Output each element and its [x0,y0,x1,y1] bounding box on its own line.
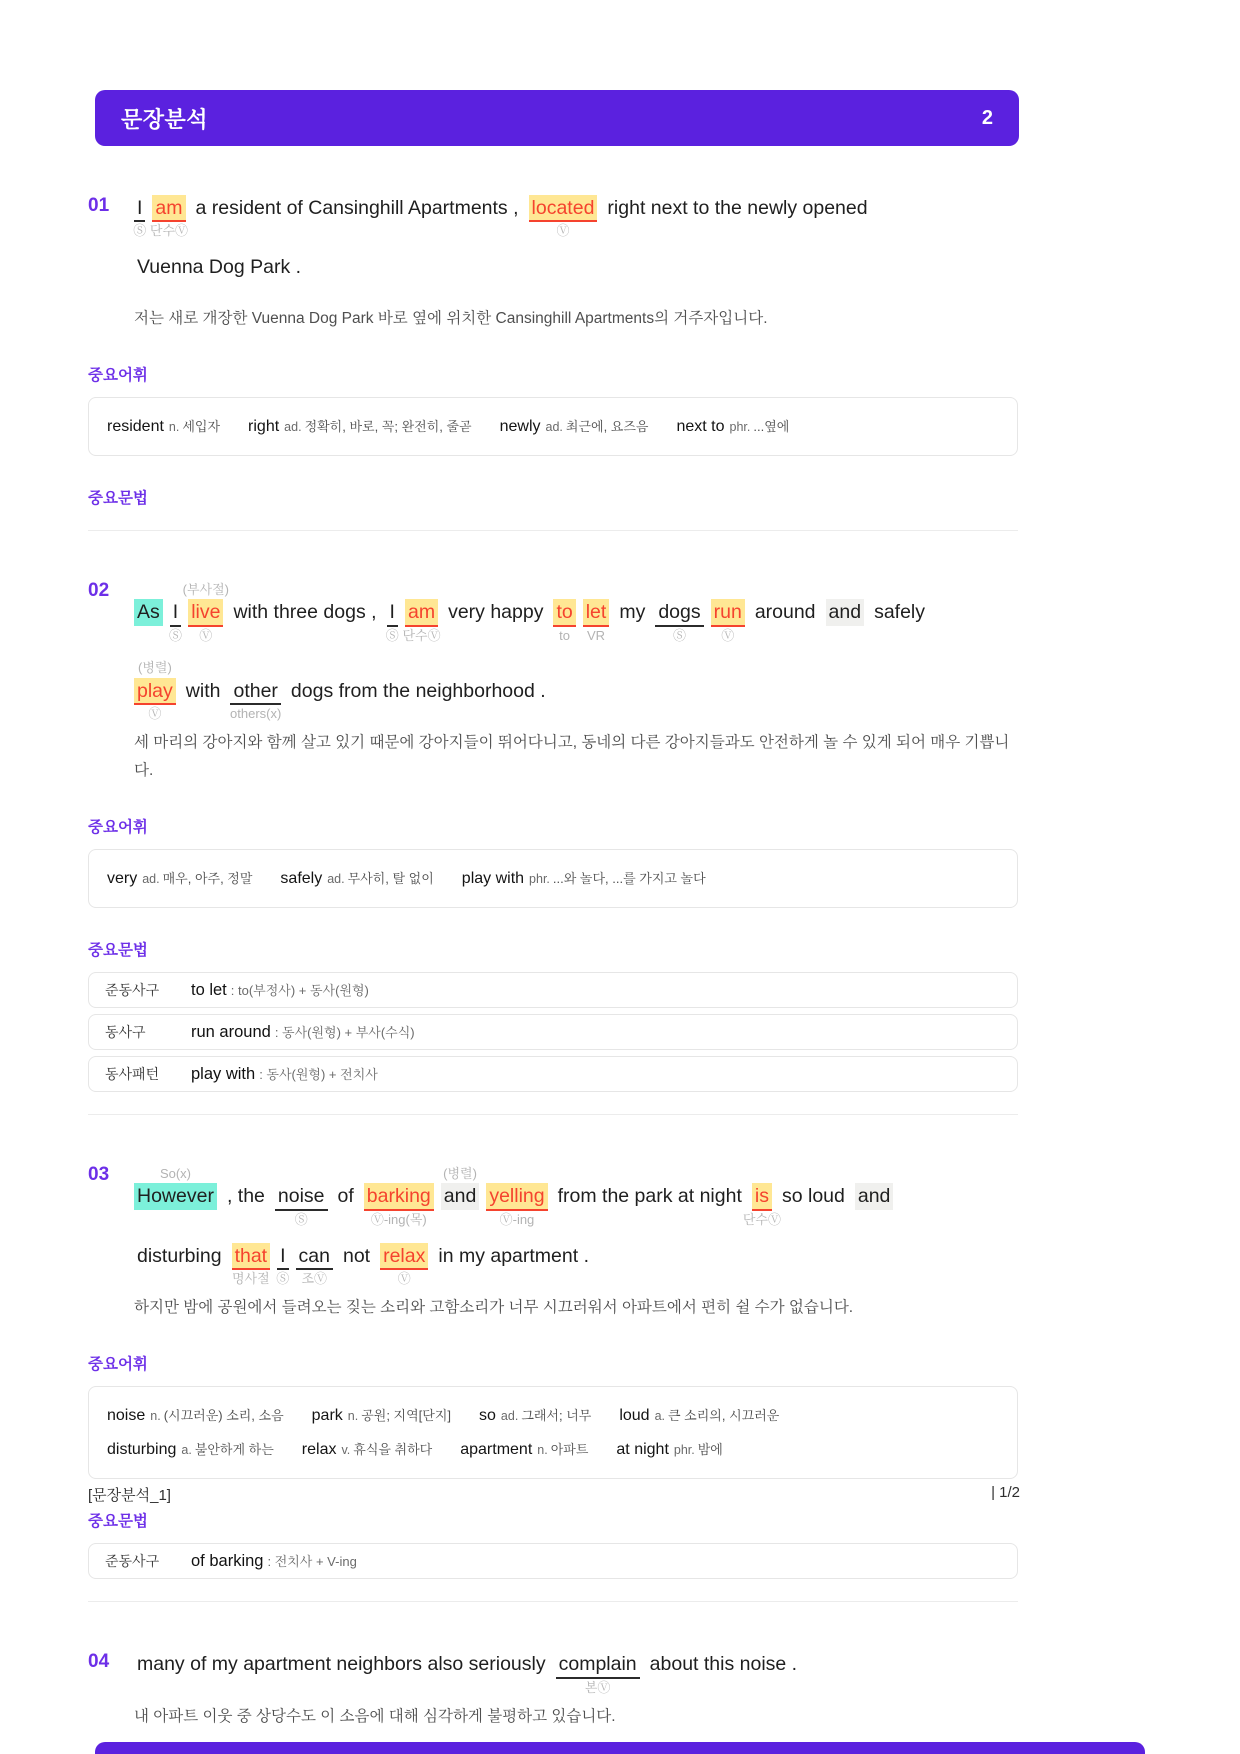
vocab-meaning: ...와 놀다, ...를 가지고 놀다 [552,870,706,886]
grammar-annotation-below: Ⓥ [148,705,162,721]
token-word: about this noise . [649,1653,798,1676]
sentence-token [340,1243,373,1269]
vocab-pos: n. [347,1409,359,1423]
vocab-heading: 중요어휘 [88,818,148,836]
vocab-entry [248,410,472,444]
sentence-token [288,678,549,704]
sentence-token [335,1183,357,1209]
vocab-entry [676,410,789,444]
sentence-body [134,1632,1018,1730]
sentence-line [134,1241,1018,1287]
sentence-block-02 [88,561,1018,1115]
grammar-annotation-below: Ⓥ [199,627,213,643]
token-word: , the [226,1185,265,1208]
token-word: I [134,195,145,222]
grammar-annotation-above: (병렬) [443,1166,477,1182]
grammar-row-term: to let [191,981,227,1000]
token-word: not [342,1244,371,1267]
grammar-annotation-below: Ⓥ [556,223,570,239]
vocab-word: very [107,869,138,887]
grammar-annotation-below: Ⓢ [385,627,399,643]
grammar-heading: 중요문법 [88,490,148,508]
vocab-meaning: 무사히, 탈 없이 [347,870,434,886]
sentence-token [779,1183,848,1209]
highlighted-token [385,599,399,643]
vocab-meaning: 최근에, 요즈음 [565,418,649,434]
highlighted-token [556,1651,640,1695]
token-word: barking [364,1183,434,1210]
token-word: is [752,1183,772,1210]
vocab-pos: n. [150,1409,161,1423]
vocab-pos: n. [537,1442,548,1457]
sentence-token [647,1651,800,1677]
token-word: I [277,1243,288,1270]
sentence-block-03 [88,1145,1018,1602]
vocab-entry [302,1433,432,1467]
sentence-block-01 [88,176,1018,531]
vocab-meaning: 큰 소리의, 시끄러운 [668,1408,780,1423]
token-word: other [230,678,280,705]
vocab-entry [616,1433,722,1467]
sentence-line [133,193,1018,239]
token-word: I [170,599,181,626]
grammar-annotation-below: 조Ⓥ [301,1271,328,1287]
token-word: As [134,599,163,625]
token-word: am [405,599,438,626]
token-word: live [188,599,223,626]
highlighted-token [553,599,575,643]
token-word: let [583,599,610,626]
vocab-meaning: 아파트 [550,1441,589,1457]
vocab-pos: phr. [529,871,550,886]
token-word: yelling [486,1183,547,1210]
vocab-entry [462,862,706,896]
vocab-word: loud [619,1407,650,1424]
vocab-entry [107,410,220,444]
token-word: my [619,601,646,624]
grammar-row-label: 준동사구 [105,982,160,999]
section-divider [88,1601,1018,1602]
token-word: that [232,1243,271,1270]
vocab-word: relax [301,1440,337,1458]
token-word: safely [874,601,926,624]
vocab-word: noise [107,1407,146,1424]
vocab-word: play with [461,869,525,887]
token-word: and [441,1183,480,1209]
grammar-annotation-below: Ⓢ [133,223,147,239]
vocab-meaning: 매우, 아주, 정말 [162,870,253,886]
highlighted-token [168,599,182,643]
vocab-meaning: 공원; 지역[단지] [361,1408,452,1423]
vocab-entry [312,1399,451,1433]
vocab-word: resident [107,417,164,435]
grammar-row [88,1543,1018,1579]
vocab-entry [107,1399,284,1433]
grammar-row-term: of barking [191,1552,264,1571]
highlighted-token [402,599,441,643]
header-bar [95,90,1019,146]
vocab-meaning: 밤에 [697,1441,723,1457]
highlighted-token [134,599,163,625]
vocab-box [88,397,1018,457]
grammar-row-description: : 동사(원형) + 부사(수식) [274,1025,415,1041]
token-word: a resident of Cansinghill Apartments , [195,197,519,219]
grammar-annotation-below: 단수Ⓥ [149,223,189,239]
footer [88,1484,1020,1505]
vocab-word: at night [616,1440,669,1458]
sentence-token [134,254,304,280]
vocab-box [88,849,1018,909]
vocab-pos: v. [341,1442,351,1457]
vocab-entry [479,1399,591,1433]
token-word: dogs [655,599,703,626]
token-word: to [553,599,575,626]
sentence-04 [88,1632,1018,1730]
token-word: located [529,195,598,222]
sentence-number: 01 [88,195,110,216]
vocab-pos: ad. [500,1409,519,1423]
vocab-pos: a. [654,1409,666,1423]
sentence-01 [88,176,1018,333]
vocab-meaning: 정확히, 바로, 꼭; 완전히, 줄곧 [304,418,472,434]
highlighted-token [711,599,745,643]
vocab-word: next to [676,417,725,435]
highlighted-token [134,660,176,721]
grammar-annotation-below: Ⓢ [168,627,182,643]
token-word: and [826,599,865,625]
sentence-number: 02 [88,580,110,602]
sentence-body [134,1145,1018,1322]
vocab-pos: ad. [142,871,160,886]
highlighted-token [364,1183,434,1227]
vocab-entry [460,1433,588,1467]
token-word: many of my apartment neighbors also seriously [137,1653,546,1676]
highlighted-token [275,1183,328,1227]
token-word: Vuenna Dog Park . [137,256,302,279]
token-word: with [185,679,221,702]
grammar-row [88,1056,1018,1092]
grammar-annotation-below: Ⓢ [672,627,686,643]
vocab-entry [500,410,649,444]
token-word: and [855,1183,894,1209]
grammar-annotation-below: VR [586,627,606,643]
grammar-annotation-below: Ⓥ [721,627,735,643]
vocab-entry [280,862,433,896]
highlighted-token [230,678,282,721]
vocab-pos: phr. [729,419,751,434]
token-word: relax [380,1243,428,1270]
sentence-token [224,1183,268,1209]
token-word: However [134,1183,217,1209]
footer-doc-label: [문장분석_1] [88,1487,171,1504]
sentence-token [604,195,870,221]
token-word: am [152,195,185,222]
page-title: 문장분석 [121,106,209,132]
sentence-token [616,599,648,625]
token-word: with three dogs , [233,601,377,624]
sentence-line [134,657,1018,721]
grammar-row-label: 동사구 [105,1024,146,1041]
sentence-line [134,1162,1018,1227]
sentence-line [134,252,1018,280]
vocab-entry [107,862,252,896]
token-word: dogs from the neighborhood . [290,679,546,702]
vocab-word: apartment [460,1440,533,1458]
grammar-annotation-below: 단수Ⓥ [742,1211,781,1227]
vocab-heading: 중요어휘 [88,1356,148,1373]
token-word: run [711,599,745,626]
vocab-entry [619,1399,779,1433]
vocab-pos: ad. [327,871,345,886]
grammar-annotation-below: Ⓥ-ing [499,1211,535,1227]
token-word: around [754,601,816,624]
vocab-entry [107,1433,274,1467]
highlighted-token [583,599,610,643]
grammar-annotation-below: 단수Ⓥ [402,627,441,643]
grammar-annotation-above: (부사절) [182,581,229,597]
highlighted-token [742,1183,781,1227]
token-word: can [296,1243,333,1270]
highlighted-token [149,195,189,239]
korean-translation: 하지만 밤에 공원에서 들려오는 짖는 소리와 고함소리가 너무 시끄러워서 아파트에서 편히 쉴 수가 없습니다. [134,1299,854,1317]
grammar-annotation-below: others(x) [230,705,282,721]
sentence-token [871,599,928,625]
highlighted-token [231,1243,271,1287]
grammar-annotation-below: Ⓥ-ing(목) [370,1211,427,1227]
token-word: of [337,1185,354,1208]
sentence-body [134,561,1018,785]
sentence-line [134,1649,1018,1695]
highlighted-token [133,195,147,239]
korean-translation: 내 아파트 이웃 중 상당수도 이 소음에 대해 심각하게 불평하고 있습니다. [134,1707,616,1725]
grammar-annotation-below: Ⓢ [276,1271,290,1287]
sentence-03 [88,1145,1018,1322]
vocab-pos: a. [181,1442,192,1457]
grammar-annotation-below: Ⓥ [397,1271,411,1287]
grammar-row-description: : 전치사 + V-ing [267,1554,357,1570]
token-word: complain [556,1651,640,1678]
token-word: so loud [781,1185,845,1208]
grammar-row [88,972,1018,1008]
vocab-pos: ad. [284,419,302,434]
token-word: very happy [448,601,544,624]
grammar-row-description: : to(부정사) + 동사(원형) [230,983,369,999]
sentence-token [752,599,819,625]
vocab-meaning: ...옆에 [753,418,790,434]
highlighted-token [182,581,229,643]
vocab-pos: n. [168,419,180,434]
vocab-meaning: 휴식을 취하다 [353,1441,433,1457]
highlighted-token [441,1166,480,1209]
vocab-word: safely [280,869,323,887]
highlighted-token [380,1243,428,1287]
vocab-pos: ad. [545,419,563,434]
grammar-row-term: run around [191,1023,271,1042]
korean-translation: 저는 새로 개장한 Vuenna Dog Park 바로 옆에 위치한 Cansinghill Apartments의 거주자입니다. [134,309,768,327]
token-word: play [134,678,176,705]
sentence-token [134,1651,549,1677]
grammar-heading: 중요문법 [88,942,148,960]
highlighted-token [655,599,703,643]
sentence-line [134,578,1018,643]
grammar-row-label: 동사패턴 [105,1066,160,1083]
sentence-block-04 [88,1632,1018,1730]
vocab-pos: phr. [673,1442,695,1457]
grammar-annotation-above: So(x) [159,1166,191,1182]
grammar-annotation-below: 명사절 [231,1271,270,1287]
vocab-meaning: 세입자 [182,418,221,434]
grammar-annotation-below: to [559,627,570,643]
vocab-word: disturbing [107,1440,177,1458]
page-number: 2 [981,106,993,129]
grammar-heading: 중요문법 [88,1513,148,1531]
highlighted-token [826,599,865,625]
sentence-token [230,599,379,625]
token-word: in my apartment . [438,1244,589,1267]
vocab-meaning: 그래서; 너무 [521,1408,592,1423]
vocab-box [88,1386,1018,1479]
highlighted-token [855,1183,894,1209]
sentence-token [193,195,522,221]
sentence-token [445,599,546,625]
sentence-token [134,1243,225,1269]
vocab-meaning: 불안하게 하는 [194,1441,274,1457]
token-word: disturbing [137,1244,222,1267]
sentence-body [134,176,1018,333]
vocab-heading: 중요어휘 [88,366,148,384]
vocab-word: so [479,1407,496,1424]
korean-translation: 세 마리의 강아지와 함께 살고 있기 때문에 강아지들이 뛰어다니고, 동네의 다른 강아지들과도 안전하게 놀 수 있게 되어 매우 기쁩니다. [134,733,1010,779]
sentence-token [183,678,224,704]
highlighted-token [296,1243,333,1287]
vocab-meaning: (시끄러운) 소리, 소음 [163,1408,284,1423]
vocab-word: newly [499,417,541,435]
grammar-row-term: play with [191,1065,256,1084]
sentence-number: 04 [88,1651,110,1673]
sentence-02 [88,561,1018,785]
grammar-row-description: : 동사(원형) + 전치사 [259,1067,378,1083]
vocab-word: right [248,417,280,435]
token-word: noise [275,1183,328,1210]
grammar-row-label: 준동사구 [105,1553,160,1570]
token-word: from the park at night [557,1185,742,1208]
sentence-number: 03 [88,1164,110,1186]
sentence-token [555,1183,745,1209]
grammar-annotation-below: Ⓢ [294,1211,308,1227]
highlighted-token [486,1183,547,1227]
section-divider [88,530,1018,531]
token-word: I [387,599,398,626]
section-divider [88,1114,1018,1115]
footer-page-indicator: | 1/2 [991,1484,1020,1501]
grammar-annotation-below: 본Ⓥ [584,1679,611,1695]
token-word: right next to the newly opened [607,197,868,219]
grammar-annotation-above: (병렬) [138,660,172,676]
sentence-token [435,1243,592,1269]
bottom-page-bar [95,1742,1145,1754]
vocab-word: park [311,1407,343,1424]
highlighted-token [529,195,598,239]
highlighted-token [134,1166,217,1209]
highlighted-token [276,1243,290,1287]
grammar-row [88,1014,1018,1050]
